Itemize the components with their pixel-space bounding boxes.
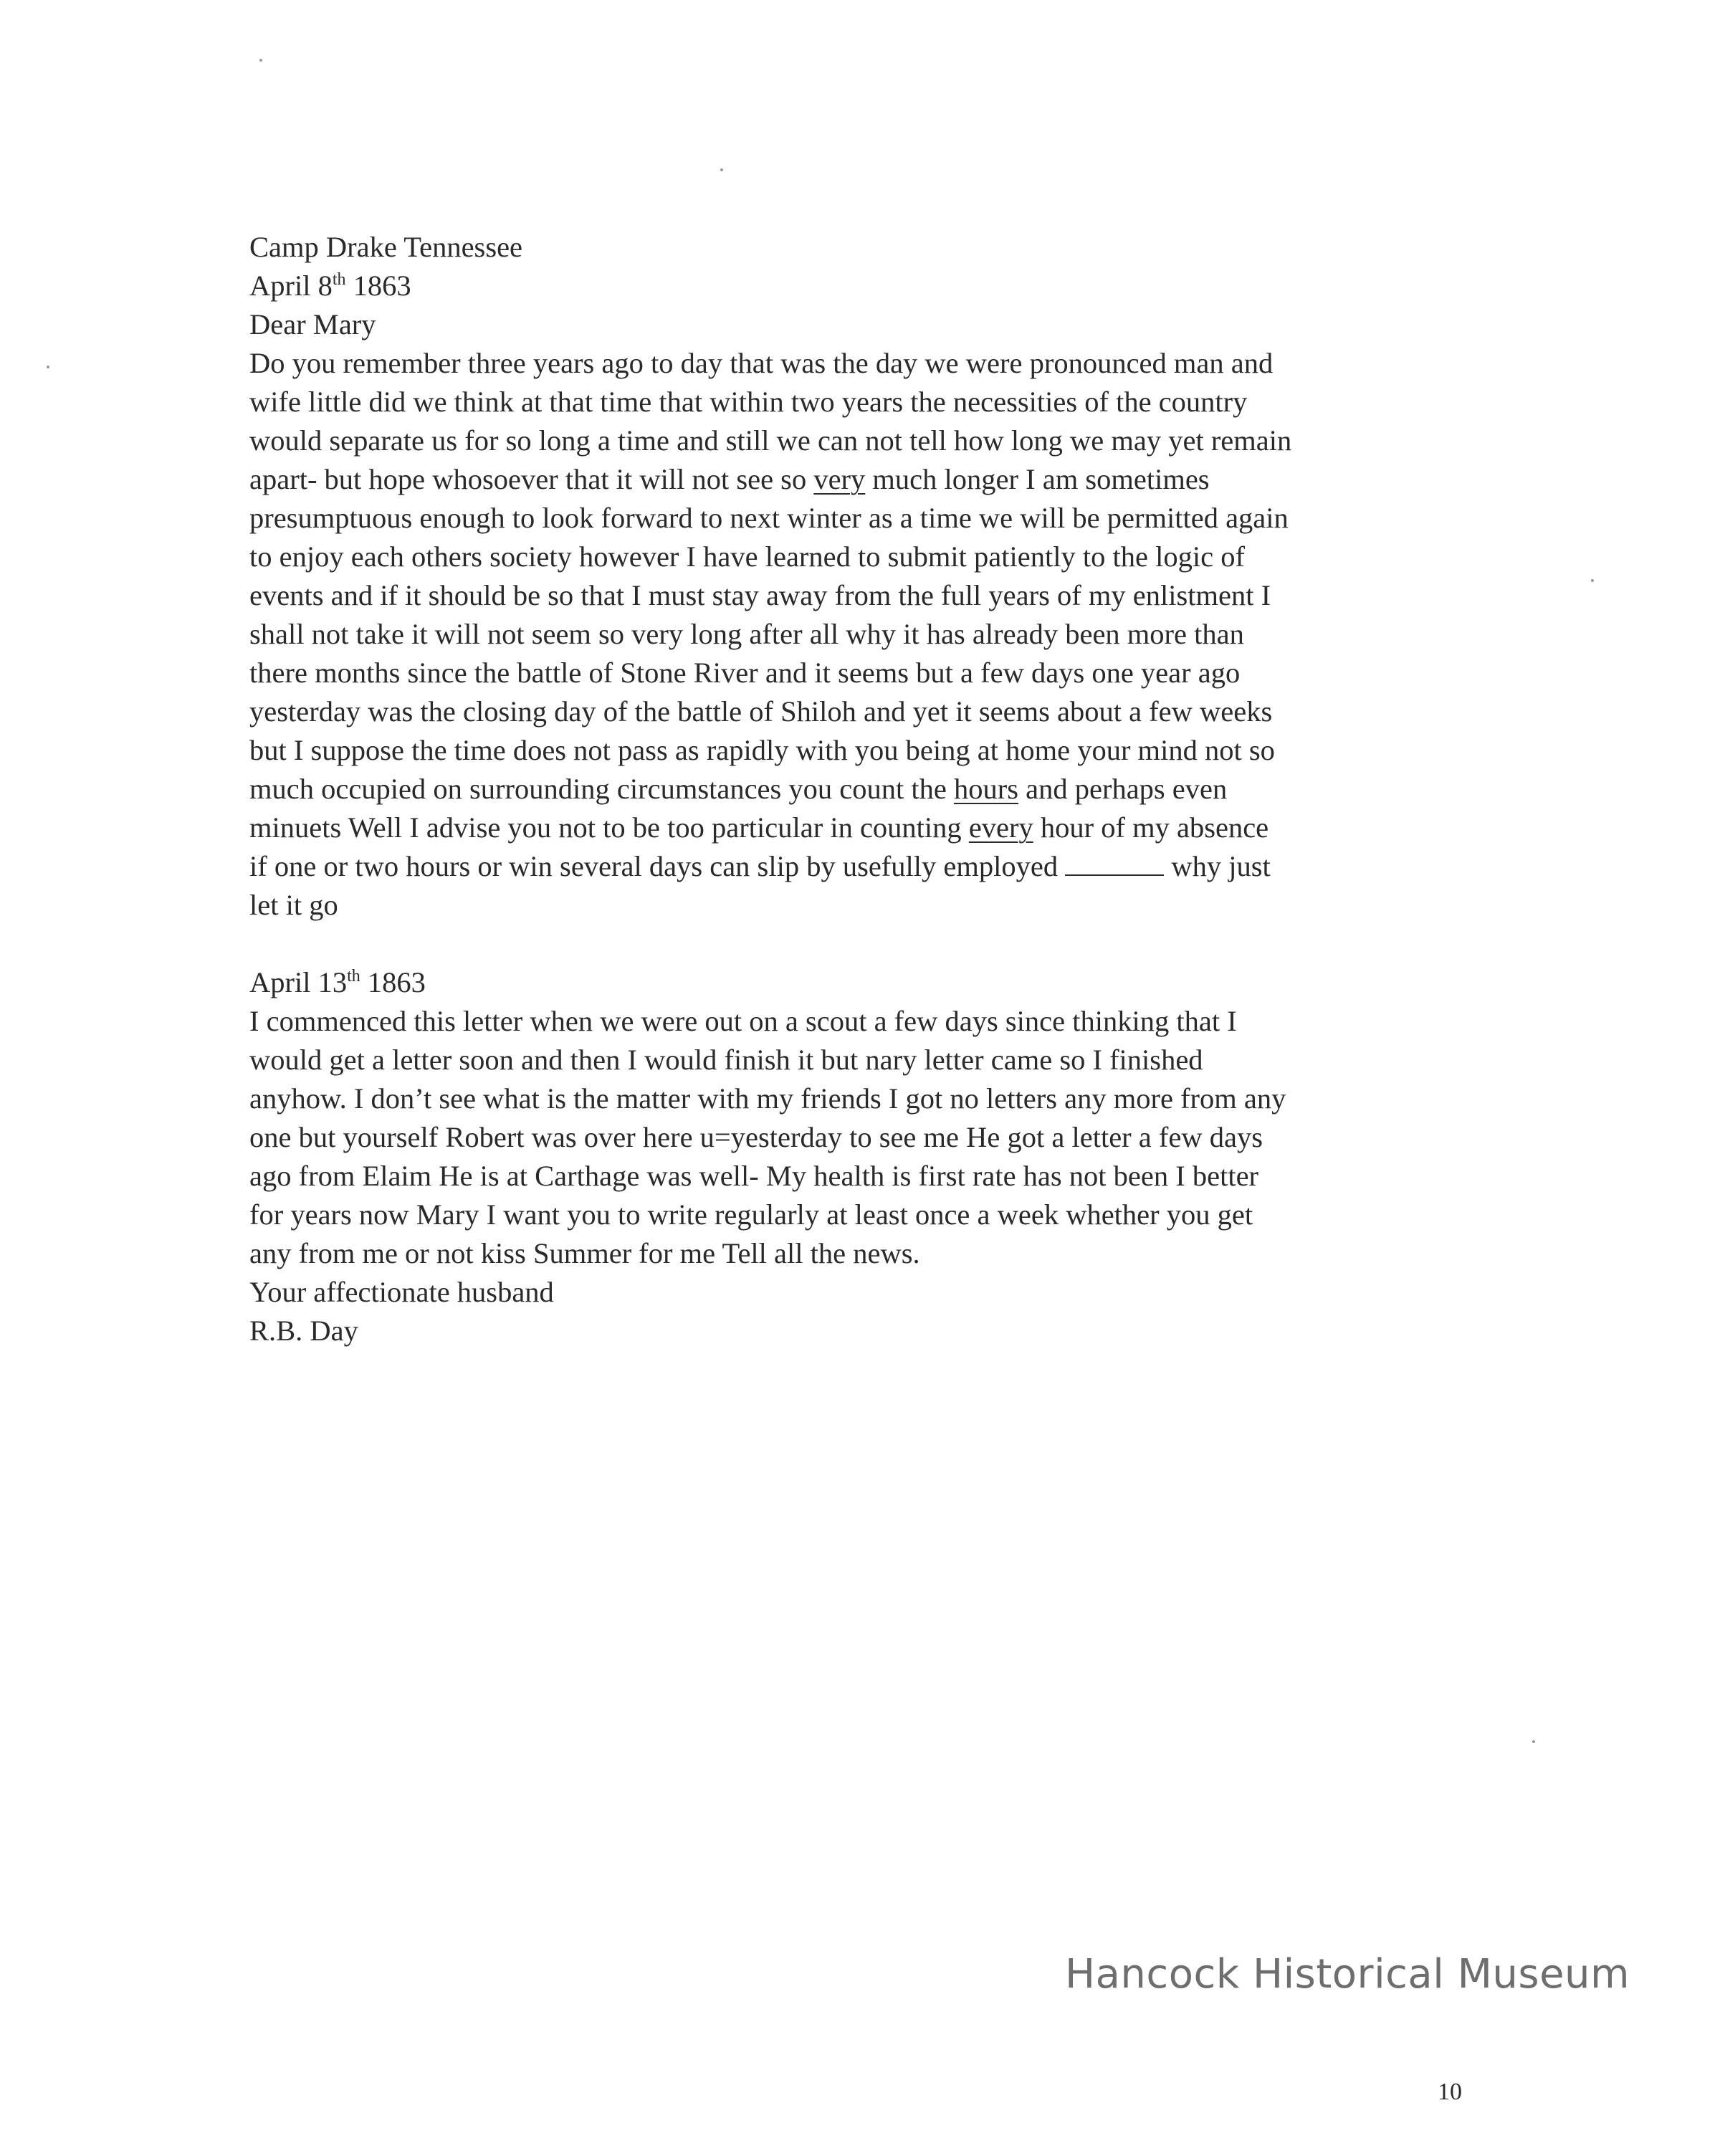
text-line: I commenced this letter when we were out on a scout a few days since thinking that I (249, 1005, 1237, 1037)
date-ordinal: th (347, 967, 360, 986)
text-line: there months since the battle of Stone River and it seems but a few days one year ago (249, 657, 1241, 689)
date-text: April 8 (249, 270, 333, 302)
text-line: any from me or not kiss Summer for me Tell all the news. (249, 1237, 920, 1269)
place-line: Camp Drake Tennessee (249, 231, 523, 263)
text-line: events and if it should be so that I must stay away from the full years of my enlistment I (249, 579, 1271, 611)
letter-body (249, 228, 1504, 1350)
closing: Your affectionate husband (249, 1276, 554, 1308)
date-line (249, 267, 1504, 305)
text-segment: apart- but hope whosoever that it will not see so (249, 463, 814, 495)
scan-speck (1591, 579, 1594, 582)
text-line (249, 847, 1504, 886)
page-number: 10 (1438, 2079, 1462, 2105)
text-line: let it go (249, 889, 338, 921)
scan-speck (47, 366, 49, 368)
text-segment: why just (1164, 850, 1271, 882)
text-segment: and perhaps even (1018, 773, 1228, 805)
text-line (249, 770, 1504, 808)
salutation: Dear Mary (249, 308, 376, 340)
text-line: presumptuous enough to look forward to next winter as a time we will be permitted again (249, 502, 1289, 534)
text-line (249, 808, 1504, 847)
text-segment: hour of my absence (1033, 811, 1269, 844)
date-year: 1863 (360, 966, 426, 998)
scan-speck (1532, 1740, 1535, 1743)
date-text: April 13 (249, 966, 348, 998)
text-line: would get a letter soon and then I would finish it but nary letter came so I finished (249, 1044, 1203, 1076)
underlined-word: very (813, 463, 866, 495)
underlined-word: hours (954, 773, 1018, 805)
paragraph-gap (249, 925, 1504, 963)
text-line (249, 460, 1504, 499)
scan-speck (259, 59, 262, 62)
text-line: to enjoy each others society however I have learned to submit patiently to the logic of (249, 540, 1245, 573)
underlined-word: every (968, 811, 1033, 844)
text-line: shall not take it will not seem so very long after all why it has already been more than (249, 618, 1244, 650)
text-line: wife little did we think at that time that within two years the necessities of the country (249, 386, 1248, 418)
text-line: Do you remember three years ago to day that was the day we were pronounced man and (249, 347, 1274, 379)
text-line: anyhow. I don’t see what is the matter with my friends I got no letters any more from any (249, 1082, 1286, 1115)
text-line: would separate us for so long a time and still we can not tell how long we may yet remain (249, 424, 1292, 457)
text-line: one but yourself Robert was over here u=yesterday to see me He got a letter a few days (249, 1121, 1263, 1153)
signature: R.B. Day (249, 1315, 358, 1347)
text-line: yesterday was the closing day of the battle of Shiloh and yet it seems about a few weeks (249, 695, 1273, 728)
text-line: for years now Mary I want you to write regularly at least once a week whether you get (249, 1198, 1253, 1231)
scan-speck (720, 168, 723, 171)
date-year: 1863 (345, 270, 411, 302)
text-segment: much longer I am sometimes (865, 463, 1210, 495)
date-line (249, 963, 1504, 1002)
text-segment: minuets Well I advise you not to be too particular in counting (249, 811, 969, 844)
text-segment: much occupied on surrounding circumstances you count the (249, 773, 954, 805)
text-line: but I suppose the time does not pass as rapidly with you being at home your mind not so (249, 734, 1275, 766)
blank-line (1065, 850, 1164, 876)
text-segment: if one or two hours or win several days can slip by usefully employed (249, 850, 1066, 882)
date-ordinal: th (332, 270, 346, 289)
text-line: ago from Elaim He is at Carthage was well- My health is first rate has not been I better (249, 1160, 1259, 1192)
museum-watermark: Hancock Historical Museum (1065, 1951, 1630, 1998)
